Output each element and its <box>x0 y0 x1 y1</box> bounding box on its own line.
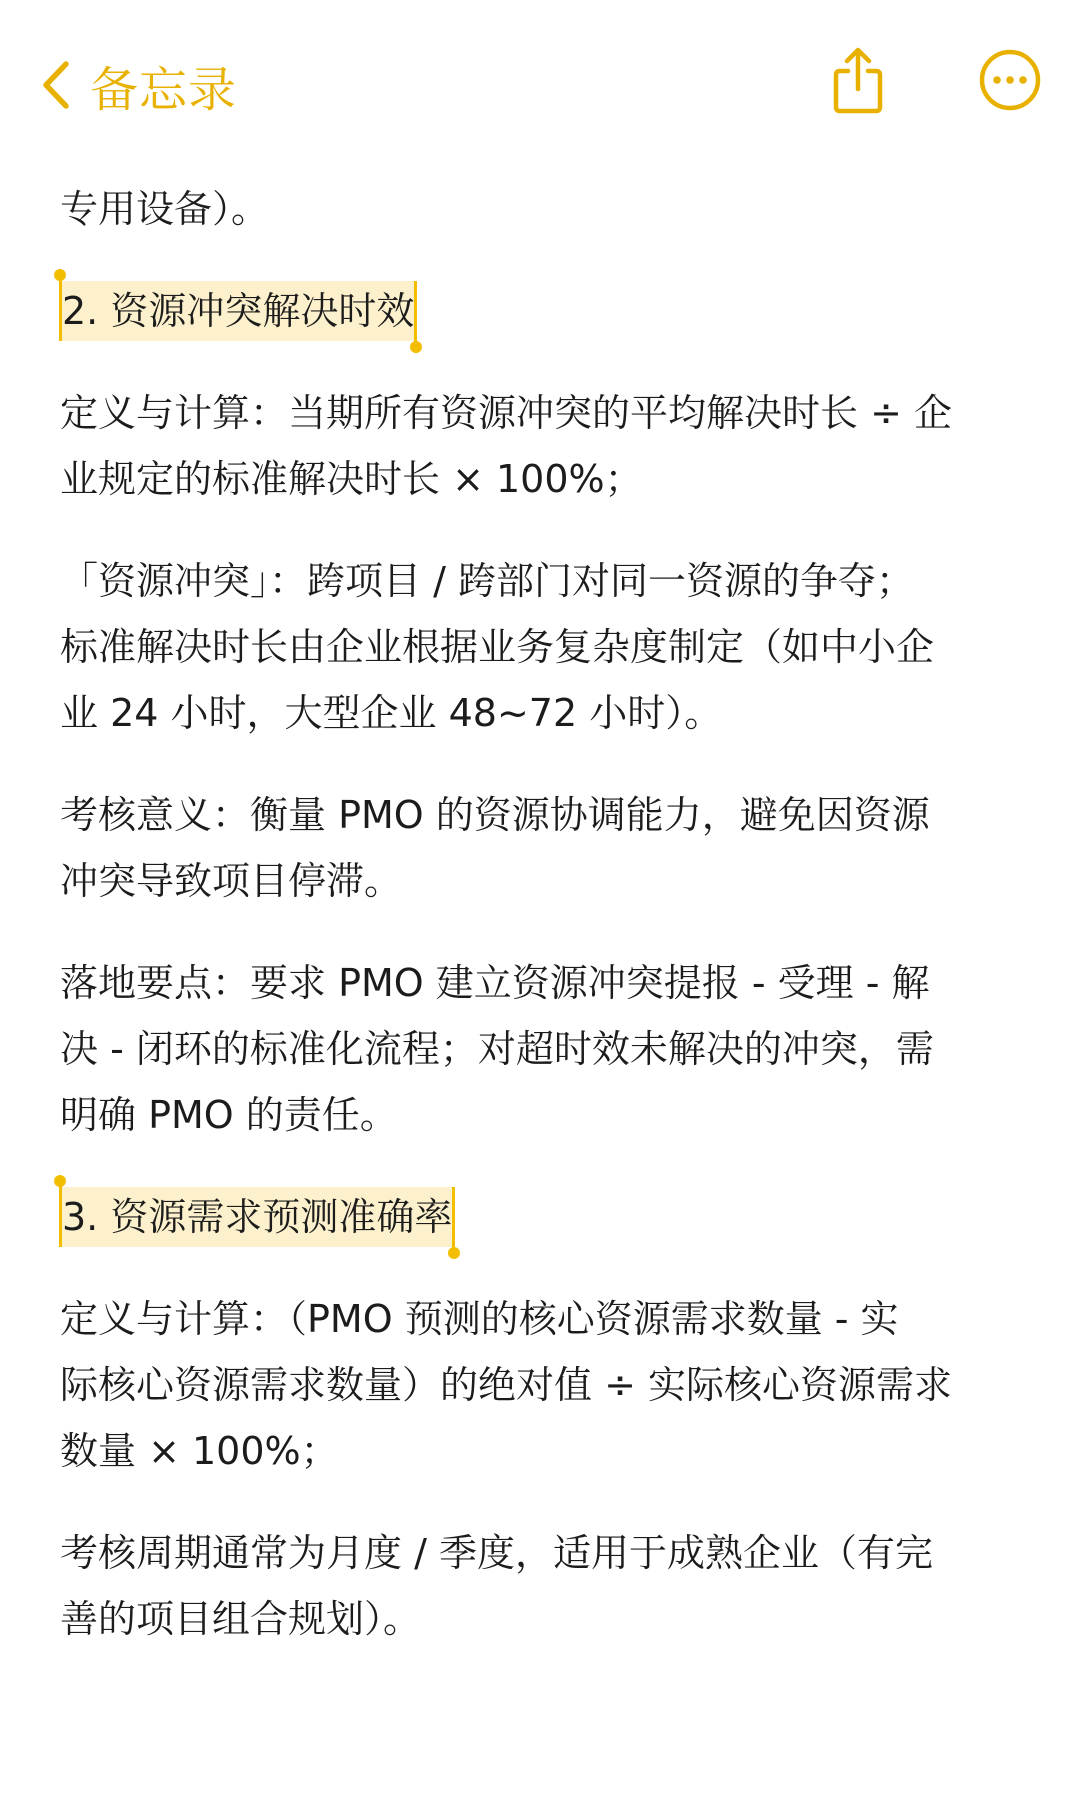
note-body[interactable] <box>60 176 1030 1688</box>
paragraph-assessment-significance: 考核意义：衡量 PMO 的资源协调能力，避免因资源 冲突导致项目停滞。 <box>60 793 930 903</box>
heading-text: 3. 资源需求预测准确率 <box>62 1195 453 1239</box>
more-ellipsis-icon <box>978 48 1042 112</box>
paragraph-assessment-cycle: 考核周期通常为月度 / 季度，适用于成熟企业（有完 善的项目组合规划）。 <box>60 1531 933 1641</box>
paragraph-definition-1: 定义与计算：当期所有资源冲突的平均解决时长 ÷ 企 业规定的标准解决时长 × 100%； <box>60 391 953 501</box>
selection-handle-end[interactable] <box>410 341 422 353</box>
paragraph-implementation-points: 落地要点：要求 PMO 建立资源冲突提报 - 受理 - 解 决 - 闭环的标准化流程；对超时效未解决的冲突，需 明确 PMO 的责任。 <box>60 961 934 1137</box>
heading-text: 2. 资源冲突解决时效 <box>62 289 415 333</box>
paragraph-continuation: 专用设备）。 <box>60 187 270 231</box>
back-button[interactable] <box>40 46 237 124</box>
share-button[interactable] <box>818 40 898 120</box>
paragraph-definition-2: 定义与计算：（PMO 预测的核心资源需求数量 - 实 际核心资源需求数量）的绝对值 ÷ 实际核心资源需求 数量 × 100%； <box>60 1297 953 1473</box>
selection-handle-start[interactable] <box>54 1175 66 1187</box>
selection-handle-end[interactable] <box>448 1247 460 1259</box>
heading-wrapper <box>60 278 1030 344</box>
paragraph-resource-conflict: 「资源冲突」：跨项目 / 跨部门对同一资源的争夺； 标准解决时长由企业根据业务复杂度制定（如中小企 业 24 小时，大型企业 48~72 小时）。 <box>60 559 935 735</box>
chevron-left-icon <box>40 60 70 110</box>
selection-handle-start[interactable] <box>54 269 66 281</box>
more-button[interactable] <box>970 40 1050 120</box>
share-icon <box>828 45 888 115</box>
heading-resource-conflict-resolution[interactable] <box>60 281 416 341</box>
heading-wrapper <box>60 1184 1030 1250</box>
heading-demand-forecast-accuracy[interactable] <box>60 1187 454 1247</box>
back-label: 备忘录 <box>90 61 238 118</box>
navigation-bar <box>0 0 1080 170</box>
